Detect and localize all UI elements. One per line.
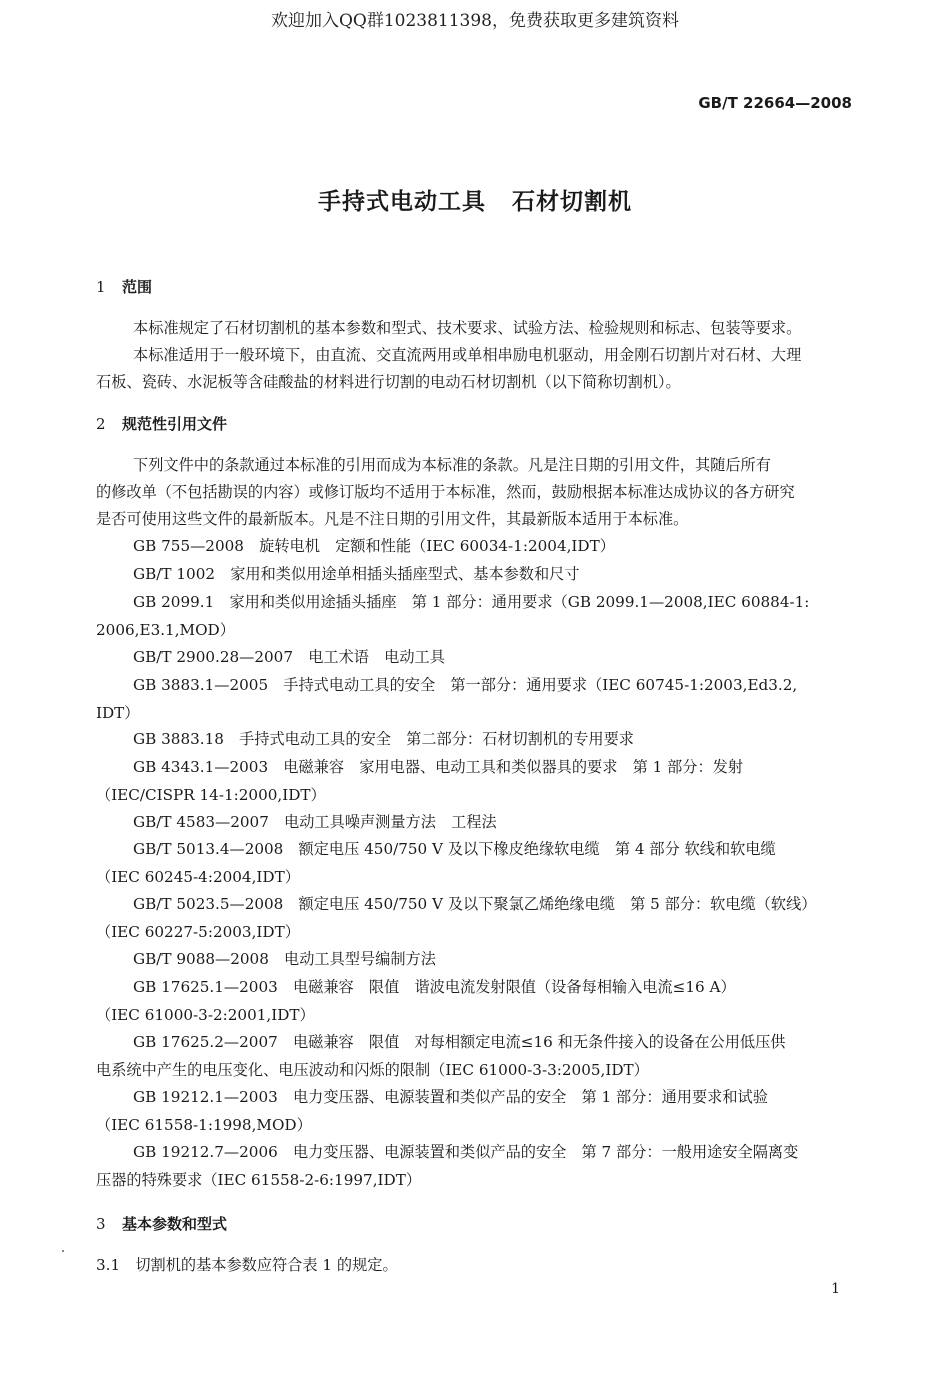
standard-number: GB/T 22664—2008 — [698, 94, 852, 112]
section-heading-basic-parameters — [96, 1213, 227, 1234]
scan-speck — [62, 1250, 64, 1252]
reference-item: GB 19212.1—2003 电力变压器、电源装置和类似产品的安全 第 1 部分：通用要求和试验 — [133, 1088, 768, 1106]
title-part-1: 手持式电动工具 — [318, 189, 486, 215]
reference-item: GB/T 9088—2008 电动工具型号编制方法 — [133, 950, 436, 968]
reference-item-continued: （IEC 60227-5:2003,IDT） — [96, 923, 300, 941]
paragraph-line: 本标准适用于一般环境下，由直流、交直流两用或单相串励电机驱动，用金刚石切割片对石材、大理 — [133, 346, 802, 364]
reference-item: GB 19212.7—2006 电力变压器、电源装置和类似产品的安全 第 7 部分：一般用途安全隔离变 — [133, 1143, 799, 1161]
reference-item-continued: 2006,E3.1,MOD） — [96, 621, 235, 639]
section-title: 规范性引用文件 — [122, 415, 228, 433]
reference-item-continued: （IEC/CISPR 14-1:2000,IDT） — [96, 786, 326, 804]
reference-item-continued: （IEC 61000-3-2:2001,IDT） — [96, 1006, 315, 1024]
paragraph-line: 是否可使用这些文件的最新版本。凡是不注日期的引用文件，其最新版本适用于本标准。 — [96, 510, 689, 528]
paragraph-line: 下列文件中的条款通过本标准的引用而成为本标准的条款。凡是注日期的引用文件，其随后所有 — [133, 456, 771, 474]
watermark-text: 欢迎加入QQ群1023811398，免费获取更多建筑资料 — [270, 11, 680, 31]
section-title: 基本参数和型式 — [122, 1215, 228, 1233]
reference-item-continued: 压器的特殊要求（IEC 61558-2-6:1997,IDT） — [96, 1171, 422, 1189]
section-heading-scope — [96, 276, 152, 297]
reference-item-continued: （IEC 60245-4:2004,IDT） — [96, 868, 300, 886]
reference-item: GB/T 2900.28—2007 电工术语 电动工具 — [133, 648, 445, 666]
paragraph-line: 的修改单（不包括勘误的内容）或修订版均不适用于本标准，然而，鼓励根据本标准达成协议的各方研究 — [96, 483, 795, 501]
document-title — [0, 183, 950, 216]
reference-item: GB/T 4583—2007 电动工具噪声测量方法 工程法 — [133, 813, 497, 831]
reference-item: GB 4343.1—2003 电磁兼容 家用电器、电动工具和类似器具的要求 第 1 部分：发射 — [133, 758, 744, 776]
section-number: 2 — [96, 415, 106, 433]
reference-item: GB 17625.1—2003 电磁兼容 限值 谐波电流发射限值（设备每相输入电流≤16 A） — [133, 978, 736, 996]
reference-item: GB 2099.1 家用和类似用途插头插座 第 1 部分：通用要求（GB 2099.1—2008,IEC 60884-1: — [133, 593, 810, 611]
section-heading-references — [96, 413, 227, 434]
reference-item: GB 3883.1—2005 手持式电动工具的安全 第一部分：通用要求（IEC 60745-1:2003,Ed3.2, — [133, 676, 798, 694]
section-title: 范围 — [122, 278, 153, 296]
section-number: 1 — [96, 278, 106, 296]
reference-item: GB 755—2008 旋转电机 定额和性能（IEC 60034-1:2004,IDT） — [133, 537, 615, 555]
reference-item: GB 17625.2—2007 电磁兼容 限值 对每相额定电流≤16 和无条件接入的设备在公用低压供 — [133, 1033, 786, 1051]
section-number: 3 — [96, 1215, 106, 1233]
reference-item-continued: （IEC 61558-1:1998,MOD） — [96, 1116, 312, 1134]
subclause-3-1: 3.1 切割机的基本参数应符合表 1 的规定。 — [96, 1256, 398, 1274]
reference-item: GB/T 5023.5—2008 额定电压 450/750 V 及以下聚氯乙烯绝缘电缆 第 5 部分：软电缆（软线） — [133, 895, 817, 913]
reference-item: GB/T 5013.4—2008 额定电压 450/750 V 及以下橡皮绝缘软电缆 第 4 部分 软线和软电缆 — [133, 840, 776, 858]
reference-item: GB 3883.18 手持式电动工具的安全 第二部分：石材切割机的专用要求 — [133, 730, 634, 748]
reference-item-continued: 电系统中产生的电压变化、电压波动和闪烁的限制（IEC 61000-3-3:2005,IDT） — [96, 1061, 649, 1079]
reference-item: GB/T 1002 家用和类似用途单相插头插座型式、基本参数和尺寸 — [133, 565, 580, 583]
title-part-2: 石材切割机 — [512, 189, 632, 215]
paragraph-line: 石板、瓷砖、水泥板等含硅酸盐的材料进行切割的电动石材切割机（以下简称切割机）。 — [96, 373, 681, 391]
paragraph-line: 本标准规定了石材切割机的基本参数和型式、技术要求、试验方法、检验规则和标志、包装等要求。 — [133, 319, 802, 337]
reference-item-continued: IDT） — [96, 704, 140, 722]
page-number: 1 — [831, 1281, 840, 1297]
